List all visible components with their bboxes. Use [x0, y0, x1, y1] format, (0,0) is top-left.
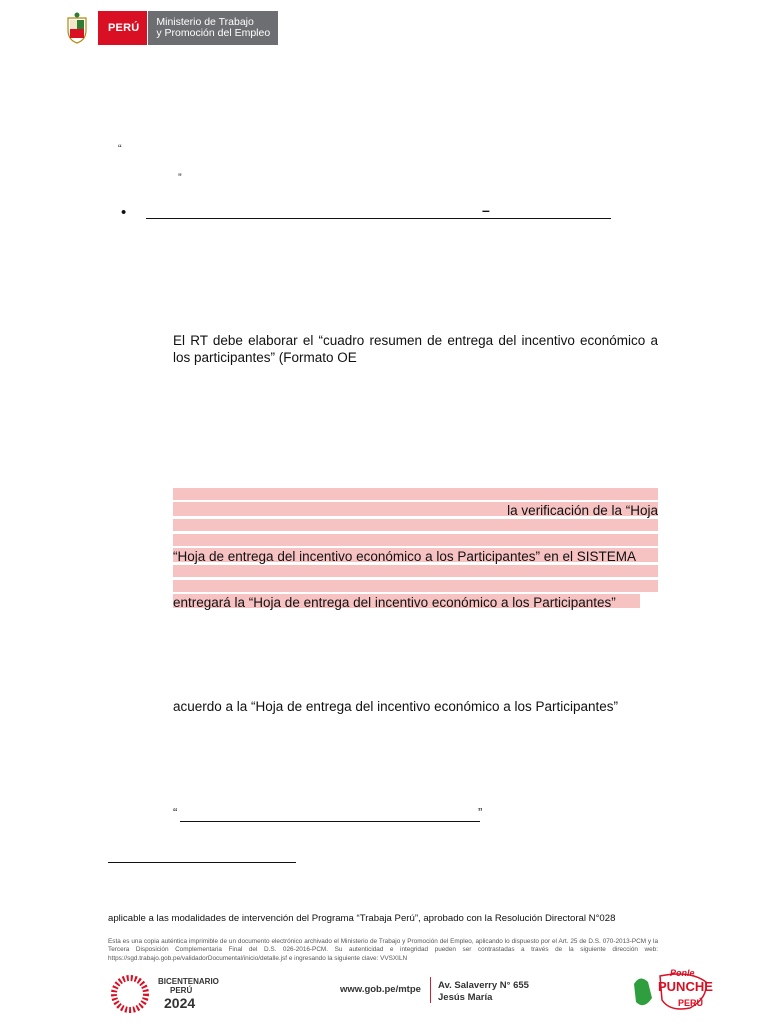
bicentenario-year: 2024	[164, 995, 196, 1011]
open-quote-mark-2: “	[173, 805, 178, 820]
highlight-text-1: la verificación de la “Hoja	[507, 503, 658, 518]
punche-title: PUNCHE	[658, 979, 713, 994]
close-quote-mark: ”	[178, 172, 182, 184]
punche-ponle: Ponle	[670, 968, 695, 978]
paragraph-cuadro-resumen: El RT debe elaborar el “cuadro resumen de entrega del incentivo económico a los participantes” (Formato OE	[173, 333, 658, 365]
footnote-text: aplicable a las modalidades de intervención del Programa “Trabaja Perú”, aprobado con la Resolución Directoral N°028	[108, 913, 616, 924]
bicentenario-country: PERÚ	[170, 986, 193, 995]
authenticity-notice: Esta es una copia auténtica imprimible de un documento electrónico archivado el Ministerio de Trabajo y Promoción del Empleo, aplicando lo dispuesto por el Art. 25 de D.S. 070-2013-PCM y la Tercera Disposición Complementaria Final del D.S. 026-2016-PCM. Su autenticidad e integridad pueden ser contrastadas a través de la siguiente dirección web: https://sgd.trabajo.gob.pe/validadorDocumental/inicio/detalle.jsf e ingresando la siguiente clave: VVSXILN	[108, 938, 658, 962]
highlight-line-3	[173, 594, 640, 608]
punche-peru: PERÚ	[678, 998, 704, 1008]
address-line-1: Av. Salaverry N° 655	[438, 980, 529, 991]
paragraph-hoja-entrega: acuerdo a la “Hoja de entrega del incentivo económico a los Participantes”	[173, 699, 619, 714]
bicentenario-logo	[108, 974, 308, 1014]
highlight-text-3: entregará la “Hoja de entrega del incentivo económico a los Participantes”	[173, 595, 616, 610]
highlight-band	[173, 534, 658, 546]
highlight-band	[173, 565, 658, 577]
bullet-mark: •	[121, 204, 127, 221]
underline-blank	[146, 218, 611, 219]
coat-of-arms-icon	[64, 12, 90, 44]
highlight-band	[173, 580, 658, 592]
quoted-blank-line	[180, 821, 480, 822]
open-quote-mark: “	[118, 143, 122, 155]
close-quote-mark-2: ”	[478, 805, 483, 820]
address-line-2: Jesús María	[438, 992, 493, 1003]
peru-label: PERÚ	[98, 11, 147, 45]
ponle-punche-logo	[630, 968, 713, 1014]
footer-divider	[430, 977, 431, 1003]
header	[64, 10, 278, 46]
bicentenario-emblem-icon	[108, 974, 152, 1014]
ministry-name	[148, 11, 278, 45]
highlight-text-2: “Hoja de entrega del incentivo económico a los Participantes” en el SISTEMA	[173, 549, 636, 564]
highlight-band	[173, 519, 658, 531]
highlight-band	[173, 488, 658, 500]
ministry-line-2: y Promoción del Empleo	[156, 27, 271, 39]
dash-mark: –	[482, 202, 490, 218]
address	[438, 980, 529, 1004]
bicentenario-label: BICENTENARIO	[158, 977, 219, 986]
highlight-line-1	[173, 502, 658, 516]
website-link[interactable]: www.gob.pe/mtpe	[340, 984, 421, 995]
footnote-separator	[108, 862, 296, 863]
highlight-line-2	[173, 548, 658, 562]
ministry-line-1: Ministerio de Trabajo	[156, 15, 254, 28]
